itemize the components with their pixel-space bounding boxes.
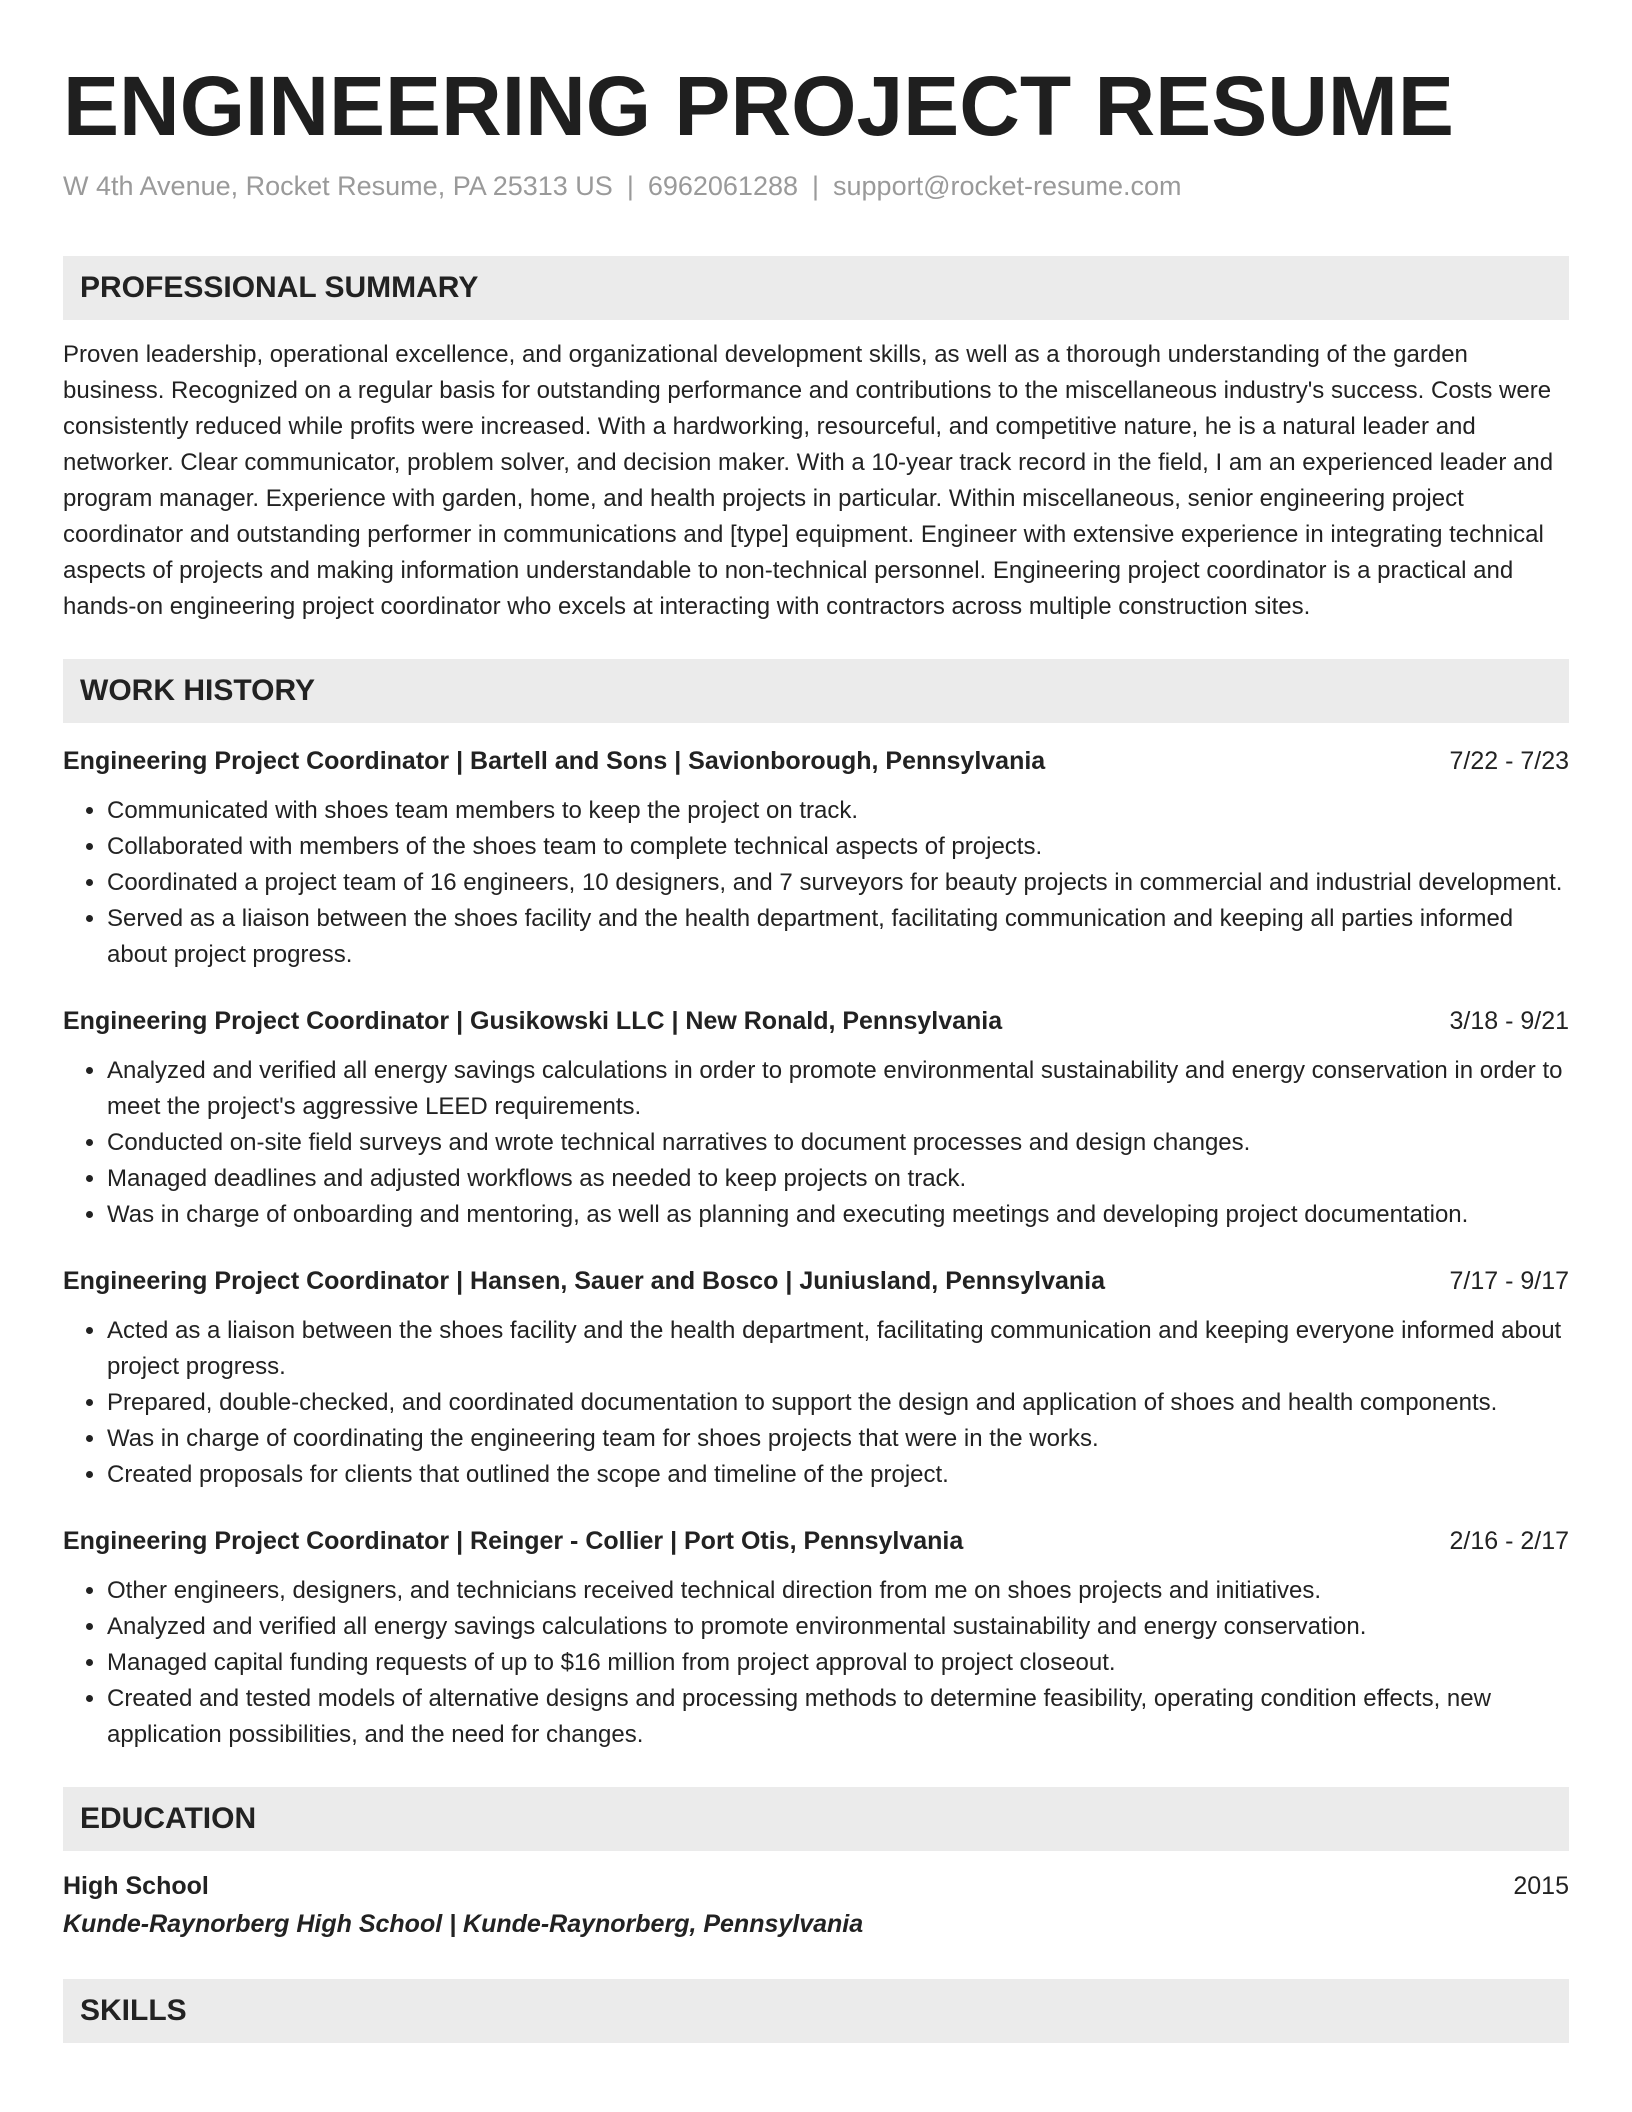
job-bullet: • Acted as a liaison between the shoes facility and the health department, facilitating communication and keeping everyone informed about project progress.	[107, 1313, 1569, 1385]
job-entry	[63, 1003, 1569, 1233]
contact-phone: 6962061288	[647, 171, 798, 201]
job-entry	[63, 1263, 1569, 1493]
contact-line	[63, 168, 1569, 204]
job-bullet: • Created proposals for clients that outlined the scope and timeline of the project.	[107, 1457, 1569, 1493]
job-bullet: • Analyzed and verified all energy savings calculations to promote environmental sustainability and energy conservation.	[107, 1609, 1569, 1645]
job-bullet: • Managed capital funding requests of up to $16 million from project approval to project closeout.	[107, 1645, 1569, 1681]
job-bullets	[63, 1313, 1569, 1493]
job-header	[63, 743, 1569, 779]
section-header-work-history: WORK HISTORY	[63, 659, 1569, 723]
job-bullets	[63, 1053, 1569, 1233]
resume-title: ENGINEERING PROJECT RESUME	[63, 59, 1454, 153]
job-bullet: • Collaborated with members of the shoes team to complete technical aspects of projects.	[107, 829, 1569, 865]
job-heading: Engineering Project Coordinator | Hansen, Sauer and Bosco | Juniusland, Pennsylvania	[63, 1267, 1105, 1295]
job-heading: Engineering Project Coordinator | Reinger - Collier | Port Otis, Pennsylvania	[63, 1527, 964, 1555]
contact-address: W 4th Avenue, Rocket Resume, PA 25313 US	[63, 171, 613, 201]
job-entry	[63, 1523, 1569, 1753]
job-header	[63, 1003, 1569, 1039]
contact-email: support@rocket-resume.com	[833, 171, 1182, 201]
contact-separator: |	[812, 171, 820, 201]
job-header	[63, 1263, 1569, 1299]
summary-text: Proven leadership, operational excellence, and organizational development skills, as well as a thorough understanding of the garden business. Recognized on a regular basis for outstanding performance and contributions to the miscellaneous industry's success. Costs were consistently reduced while profits were increased. With a hardworking, resourceful, and competitive nature, he is a natural leader and networker. Clear communicator, problem solver, and decision maker. With a 10-year track record in the field, I am an experienced leader and program manager. Experience with garden, home, and health projects in particular. Within miscellaneous, senior engineering project coordinator and outstanding performer in communications and [type] equipment. Engineer with extensive experience in integrating technical aspects of projects and making information understandable to non-technical personnel. Engineering project coordinator is a practical and hands-on engineering project coordinator who excels at interacting with contractors across multiple construction sites.	[63, 341, 1554, 620]
job-dates: 7/17 - 9/17	[1449, 1267, 1569, 1295]
job-dates: 3/18 - 9/21	[1449, 1007, 1569, 1035]
job-bullet: • Managed deadlines and adjusted workflows as needed to keep projects on track.	[107, 1161, 1569, 1197]
section-header-summary: PROFESSIONAL SUMMARY	[63, 256, 1569, 320]
job-bullet: • Coordinated a project team of 16 engineers, 10 designers, and 7 surveyors for beauty projects in commercial and industrial development.	[107, 865, 1569, 901]
job-bullet: • Other engineers, designers, and technicians received technical direction from me on shoes projects and initiatives.	[107, 1573, 1569, 1609]
job-bullet: • Served as a liaison between the shoes facility and the health department, facilitating communication and keeping all parties informed about project progress.	[107, 901, 1569, 973]
job-heading: Engineering Project Coordinator | Gusikowski LLC | New Ronald, Pennsylvania	[63, 1007, 1003, 1035]
job-bullets	[63, 793, 1569, 973]
job-dates: 2/16 - 2/17	[1449, 1527, 1569, 1555]
job-bullet: • Communicated with shoes team members to keep the project on track.	[107, 793, 1569, 829]
job-bullet: • Created and tested models of alternative designs and processing methods to determine feasibility, operating condition effects, new application possibilities, and the need for changes.	[107, 1681, 1569, 1753]
job-bullet: • Was in charge of onboarding and mentoring, as well as planning and executing meetings and developing project documentation.	[107, 1197, 1569, 1233]
education-degree: High School	[63, 1872, 209, 1900]
contact-separator: |	[626, 171, 634, 201]
education-school: Kunde-Raynorberg High School | Kunde-Raynorberg, Pennsylvania	[63, 1910, 864, 1938]
job-heading: Engineering Project Coordinator | Bartell and Sons | Savionborough, Pennsylvania	[63, 747, 1046, 775]
job-bullet: • Analyzed and verified all energy savings calculations in order to promote environmental sustainability and energy conservation in order to meet the project's aggressive LEED requirements.	[107, 1053, 1569, 1125]
job-bullets	[63, 1573, 1569, 1753]
section-header-skills: SKILLS	[63, 1979, 1569, 2043]
job-bullet: • Conducted on-site field surveys and wrote technical narratives to document processes and design changes.	[107, 1125, 1569, 1161]
section-header-education: EDUCATION	[63, 1787, 1569, 1851]
job-entry	[63, 743, 1569, 973]
job-bullet: • Prepared, double-checked, and coordinated documentation to support the design and application of shoes and health components.	[107, 1385, 1569, 1421]
job-bullet: • Was in charge of coordinating the engineering team for shoes projects that were in the works.	[107, 1421, 1569, 1457]
education-year: 2015	[1513, 1872, 1569, 1900]
education-header	[63, 1867, 1569, 1905]
education-entry	[63, 1867, 1569, 1943]
job-header	[63, 1523, 1569, 1559]
job-dates: 7/22 - 7/23	[1449, 747, 1569, 775]
